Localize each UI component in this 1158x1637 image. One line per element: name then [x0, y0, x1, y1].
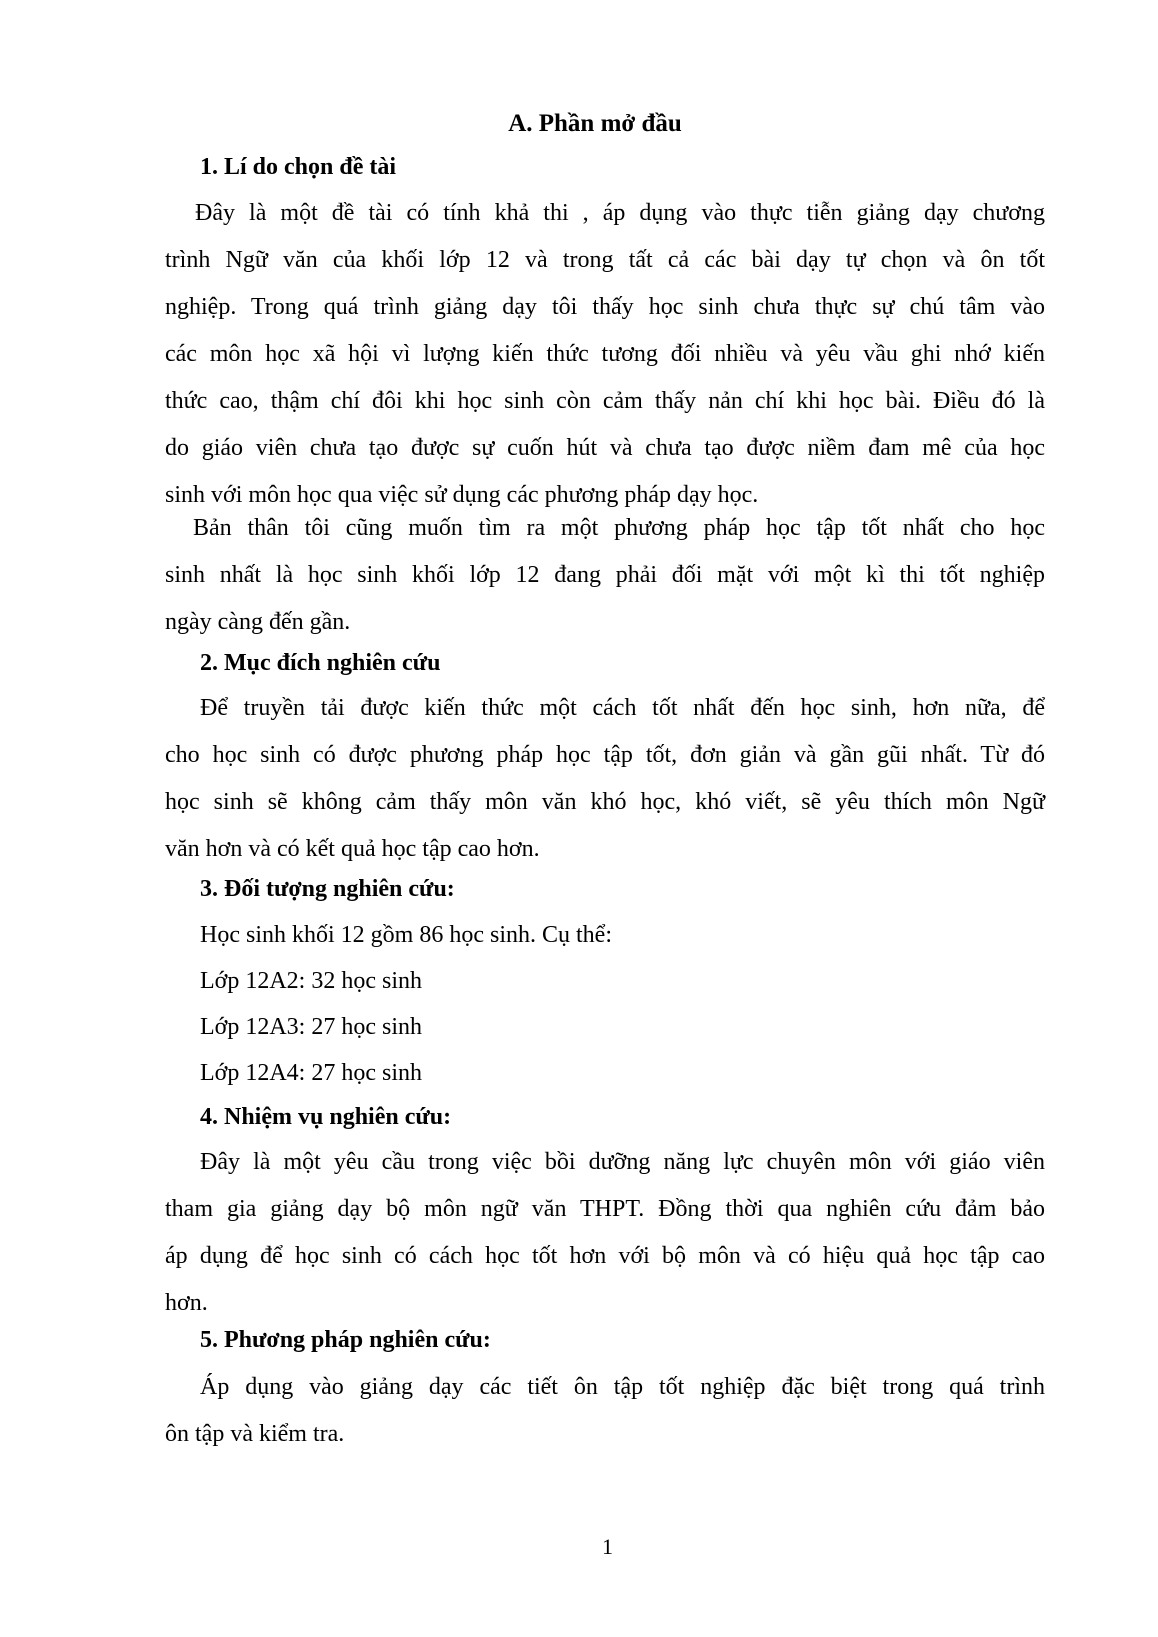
- text-line: ngày càng đến gần.: [165, 609, 351, 635]
- section-2-paragraph-cont: [165, 732, 1045, 873]
- text-line: các môn học xã hội vì lượng kiến thức tương đối nhiều và yêu vầu ghi nhớ kiến: [165, 341, 1045, 367]
- document-title: A. Phần mở đầu: [508, 110, 682, 137]
- section-5-paragraph: [200, 1364, 1045, 1411]
- section-1-paragraph-1: [195, 190, 1045, 237]
- section-4-paragraph-cont: [165, 1186, 1045, 1327]
- section-5-paragraph-cont: [165, 1411, 1045, 1458]
- section-2-paragraph: [200, 685, 1045, 732]
- class-12a2-line: Lớp 12A2: 32 học sinh: [200, 968, 423, 994]
- section-4-paragraph: [200, 1139, 1045, 1186]
- section-1-paragraph-1-cont: [165, 237, 1045, 519]
- class-12a3-line: Lớp 12A3: 27 học sinh: [200, 1014, 423, 1040]
- section-3-heading: 3. Đối tượng nghiên cứu:: [200, 876, 455, 902]
- text-line: sinh với môn học qua việc sử dụng các phương pháp dạy học.: [165, 482, 759, 508]
- text-line: do giáo viên chưa tạo được sự cuốn hút và chưa tạo được niềm đam mê của học: [165, 435, 1045, 461]
- text-line: hơn.: [165, 1290, 208, 1316]
- text-line: Đây là một đề tài có tính khả thi , áp dụng vào thực tiễn giảng dạy chương: [195, 200, 1045, 226]
- section-1-paragraph-2-cont: [165, 552, 1045, 646]
- text-line: ôn tập và kiểm tra.: [165, 1421, 345, 1447]
- section-1-heading: 1. Lí do chọn đề tài: [200, 154, 397, 180]
- class-12a4-line: Lớp 12A4: 27 học sinh: [200, 1060, 423, 1086]
- text-line: Áp dụng vào giảng dạy các tiết ôn tập tốt nghiệp đặc biệt trong quá trình: [200, 1374, 1045, 1400]
- text-line: nghiệp. Trong quá trình giảng dạy tôi thấy học sinh chưa thực sự chú tâm vào: [165, 294, 1045, 320]
- text-line: Để truyền tải được kiến thức một cách tốt nhất đến học sinh, hơn nữa, để: [200, 695, 1045, 721]
- text-line: sinh nhất là học sinh khối lớp 12 đang phải đối mặt với một kì thi tốt nghiệp: [165, 562, 1045, 588]
- section-5-heading: 5. Phương pháp nghiên cứu:: [200, 1327, 491, 1353]
- section-2-heading: 2. Mục đích nghiên cứu: [200, 650, 441, 676]
- section-4-heading: 4. Nhiệm vụ nghiên cứu:: [200, 1104, 452, 1130]
- text-line: văn hơn và có kết quả học tập cao hơn.: [165, 836, 540, 862]
- text-line: áp dụng để học sinh có cách học tốt hơn với bộ môn và có hiệu quả học tập cao: [165, 1243, 1045, 1269]
- student-count-line: Học sinh khối 12 gồm 86 học sinh. Cụ thể:: [200, 922, 612, 948]
- text-line: Bản thân tôi cũng muốn tìm ra một phương pháp học tập tốt nhất cho học: [193, 515, 1045, 541]
- text-line: tham gia giảng dạy bộ môn ngữ văn THPT. Đồng thời qua nghiên cứu đảm bảo: [165, 1196, 1045, 1222]
- page-number: 1: [602, 1534, 613, 1559]
- text-line: học sinh sẽ không cảm thấy môn văn khó học, khó viết, sẽ yêu thích môn Ngữ: [165, 789, 1045, 815]
- text-line: thức cao, thậm chí đôi khi học sinh còn cảm thấy nản chí khi học bài. Điều đó là: [165, 388, 1045, 414]
- section-1-paragraph-2: [193, 505, 1045, 552]
- text-line: cho học sinh có được phương pháp học tập tốt, đơn giản và gần gũi nhất. Từ đó: [165, 742, 1045, 768]
- text-line: Đây là một yêu cầu trong việc bồi dưỡng năng lực chuyên môn với giáo viên: [200, 1149, 1045, 1175]
- text-line: trình Ngữ văn của khối lớp 12 và trong tất cả các bài dạy tự chọn và ôn tốt: [165, 247, 1045, 273]
